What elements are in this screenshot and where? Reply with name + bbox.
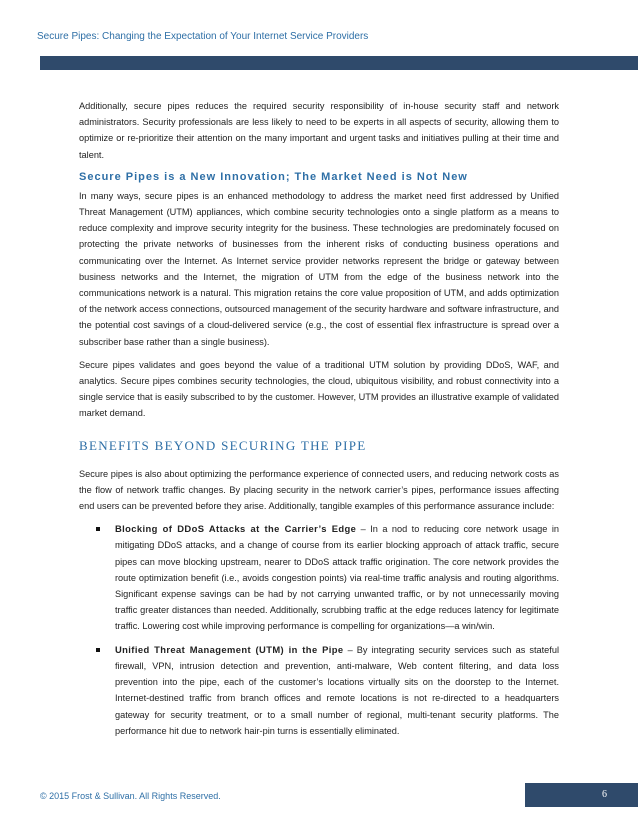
bullet-text: – By integrating security services such as stateful firewall, VPN, intrusion detection and prevention, anti-malware, Web content filtering, and data loss prevention into the pipe, each of the customer’s locations virtually sits on the doorstep to the Internet. Internet-destined traffic from branch offices and remote locations is not re-directed to a headquarters gateway for security treatment, or to a small number of regional, multi-tenant security platforms. The performance hit due to network hair-pin turns is essentially eliminated. (115, 644, 559, 736)
section-heading: BENEFITS BEYOND SECURING THE PIPE (79, 437, 367, 453)
innovation-paragraph-1: In many ways, secure pipes is an enhanced methodology to address the market need first addressed by Unified Threat Management (UTM) appliances, which combine security technologies onto a single platform as a means to reduce complexity and improve security integrity for the business. These technologies are predominately focused on protecting the private networks of businesses from the inherent risks of conducting business operations and communicating over the Internet. As Internet service provider networks represent the bridge or gateway between business networks and the Internet, the migration of UTM from the edge of the business network into the communications network is a natural. This migration retains the core value proposition of UTM, and adds optimization of the network access connections, outsourced management of the security hardware and software infrastructure, and the potential cost savings of a cloud-delivered service (e.g., the cost of essential flex infrastructure is spread over a subscriber base rather than a single business). (79, 190, 559, 347)
header-bar (40, 56, 638, 70)
subheading: Secure Pipes is a New Innovation; The Market Need is Not New (79, 170, 468, 183)
footer-copyright: © 2015 Frost & Sullivan. All Rights Reserved. (40, 791, 221, 801)
innovation-paragraph-2: Secure pipes validates and goes beyond the value of a traditional UTM solution by providing DDoS, WAF, and analytics. Secure pipes combines security technologies, the cloud, ubiquitous visibility, and robust connectivity into a single service that is easily subscribed to by the customer. However, UTM provides an illustrative example of validated market demand. (79, 359, 559, 419)
bullet-title: Unified Threat Management (UTM) in the Pipe (115, 643, 344, 655)
running-header: Secure Pipes: Changing the Expectation of Your Internet Service Providers (37, 31, 369, 42)
benefits-paragraph: Secure pipes is also about optimizing the performance experience of connected users, and reducing network costs as the flow of network traffic changes. By placing security in the network carrier’s pipes, performance issues affecting end users can be prevented before they arise. Additionally, tangible examples of this performance assurance include: (79, 468, 559, 512)
list-item (115, 521, 559, 634)
bullet-title: Blocking of DDoS Attacks at the Carrier’s Edge (115, 523, 357, 535)
benefits-list (79, 521, 559, 739)
bullet-text: – In a nod to reducing core network usage in mitigating DDoS attacks, and a change of course from its earlier blocking approach of attack traffic, secure pipes can move blocking upstream, nearer to DDoS attack traffic origination. The core network provides the route optimization benefit (i.e., avoids congestion points) via real-time traffic analysis and routing algorithms. Significant expense savings can be had by not carrying unwanted traffic, or by not unnecessarily moving traffic greater distances than needed. Additionally, scrubbing traffic at the edge reduces latency for legitimate traffic. Lowering cost while improving performance is compelling for organizations—a win/win. (115, 524, 559, 632)
list-item (115, 642, 559, 739)
page-number: 6 (602, 789, 607, 800)
bullet-paragraph (115, 521, 559, 634)
bullet-paragraph (115, 642, 559, 739)
page-number-box (525, 783, 638, 807)
square-bullet-icon (96, 648, 100, 652)
intro-paragraph: Additionally, secure pipes reduces the required security responsibility of in-house security staff and network administrators. Security professionals are less likely to need to be experts in all aspects of security, allowing them to optimize or re-prioritize their attention on the many important and urgent tasks and initiatives pulling at their time and talent. (79, 101, 559, 160)
page-content (79, 98, 559, 746)
square-bullet-icon (96, 527, 100, 531)
